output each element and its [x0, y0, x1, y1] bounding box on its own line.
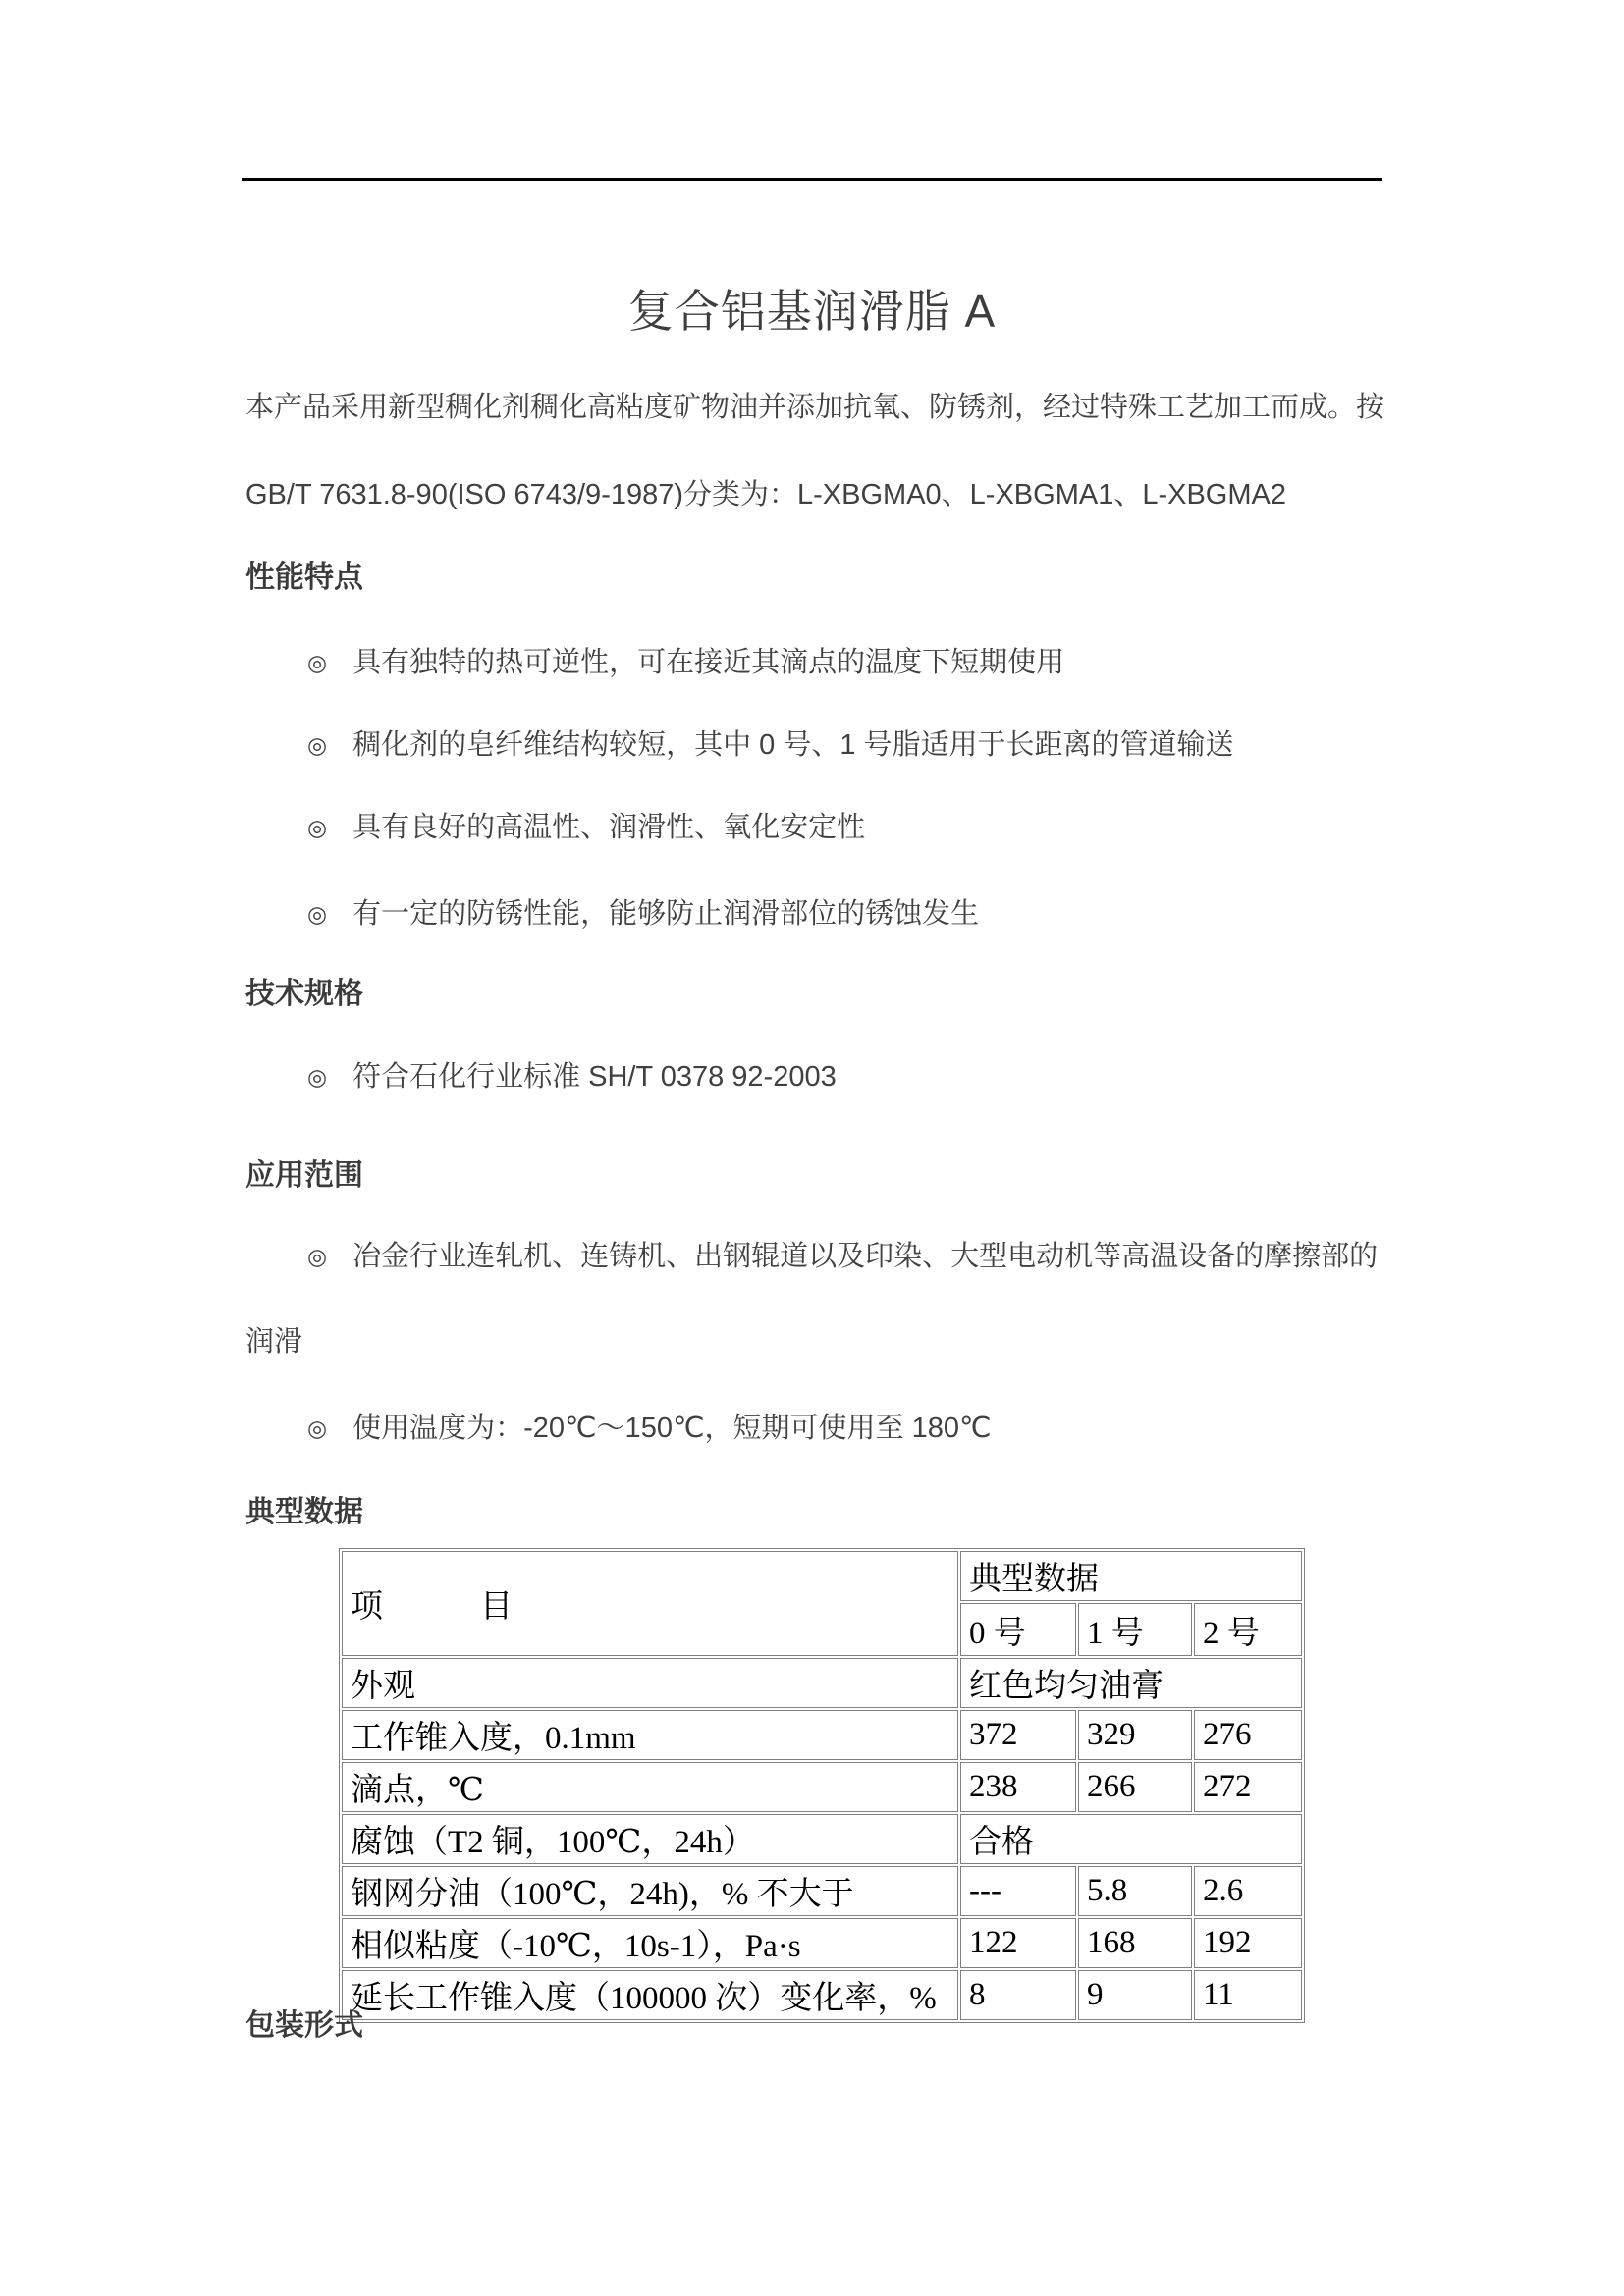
table-row: [342, 1970, 1302, 2020]
cell-value: 8: [960, 1970, 1076, 2020]
feature-bullet-1: [307, 645, 1397, 680]
cell-value: 11: [1194, 1970, 1302, 2020]
table-row: [342, 1866, 1302, 1916]
feature-bullet-3-text: 具有良好的高温性、润滑性、氧化安定性: [352, 812, 866, 843]
application-bullet-2-text: 使用温度为：-20℃～150℃，短期可使用至 180℃: [352, 1413, 992, 1444]
cell-value: 9: [1078, 1970, 1192, 2020]
bullseye-bullet-icon: ◎: [307, 732, 328, 758]
table-row: [342, 1814, 1302, 1864]
table-row: [342, 1658, 1302, 1708]
row-label-prolonged-penetration: 延长工作锥入度（100000 次）变化率，%: [342, 1970, 958, 2020]
cell-value: 2.6: [1194, 1866, 1302, 1916]
cell-value: 329: [1078, 1710, 1192, 1760]
application-bullet-1: [307, 1239, 1397, 1274]
cell-value: ---: [960, 1866, 1076, 1916]
row-label-cone-penetration: 工作锥入度，0.1mm: [342, 1710, 958, 1760]
application-bullet-1-continuation: 润滑: [245, 1326, 303, 1358]
bullseye-bullet-icon: ◎: [307, 901, 328, 927]
row-value-appearance: 红色均匀油膏: [960, 1658, 1302, 1708]
table-row: [342, 1762, 1302, 1812]
section-heading-typical-data: 典型数据: [245, 1496, 363, 1528]
top-border-rule: [242, 178, 1382, 181]
table-header-grade-0: 0 号: [960, 1603, 1076, 1656]
table-header-row-group: [342, 1551, 1302, 1601]
table-header-grade-2: 2 号: [1194, 1603, 1302, 1656]
row-label-apparent-viscosity: 相似粘度（-10℃，10s-1），Pa·s: [342, 1918, 958, 1968]
cell-value: 192: [1194, 1918, 1302, 1968]
feature-bullet-3: [307, 810, 1397, 845]
page-title: 复合铝基润滑脂 A: [627, 286, 997, 337]
row-label-oil-separation: 钢网分油（100℃，24h)，% 不大于: [342, 1866, 958, 1916]
cell-value: 372: [960, 1710, 1076, 1760]
cell-value: 276: [1194, 1710, 1302, 1760]
application-bullet-2: [307, 1411, 1397, 1446]
table-header-grade-1: 1 号: [1078, 1603, 1192, 1656]
section-heading-specs: 技术规格: [245, 978, 363, 1010]
bullseye-bullet-icon: ◎: [307, 650, 328, 675]
spec-bullet-1-text: 符合石化行业标准 SH/T 0378 92-2003: [352, 1061, 837, 1093]
section-heading-applications: 应用范围: [245, 1159, 363, 1192]
table-row: [342, 1710, 1302, 1760]
application-bullet-1-text: 冶金行业连轧机、连铸机、出钢辊道以及印染、大型电动机等高温设备的摩擦部的: [352, 1241, 1379, 1272]
bullseye-bullet-icon: ◎: [307, 1064, 328, 1090]
table-header-item: 项 目: [342, 1551, 958, 1656]
bullseye-bullet-icon: ◎: [307, 1244, 328, 1269]
cell-value: 5.8: [1078, 1866, 1192, 1916]
bullseye-bullet-icon: ◎: [307, 1415, 328, 1441]
intro-paragraph-line-2: GB/T 7631.8-90(ISO 6743/9-1987)分类为：L-XBGMA0、L-XBGMA1、L-XBGMA2: [245, 479, 1286, 510]
table-row: [342, 1918, 1302, 1968]
cell-value: 266: [1078, 1762, 1192, 1812]
cell-value: 238: [960, 1762, 1076, 1812]
feature-bullet-2-text: 稠化剂的皂纤维结构较短，其中 0 号、1 号脂适用于长距离的管道输送: [352, 729, 1234, 761]
section-heading-features: 性能特点: [245, 561, 363, 594]
feature-bullet-4: [307, 896, 1397, 932]
intro-paragraph-line-1: 本产品采用新型稠化剂稠化高粘度矿物油并添加抗氧、防锈剂，经过特殊工艺加工而成。按: [245, 392, 1385, 423]
row-label-dropping-point: 滴点，℃: [342, 1762, 958, 1812]
feature-bullet-1-text: 具有独特的热可逆性，可在接近其滴点的温度下短期使用: [352, 647, 1065, 678]
bullseye-bullet-icon: ◎: [307, 815, 328, 840]
row-label-appearance: 外观: [342, 1658, 958, 1708]
feature-bullet-2: [307, 727, 1397, 763]
row-label-corrosion: 腐蚀（T2 铜，100℃，24h）: [342, 1814, 958, 1864]
feature-bullet-4-text: 有一定的防锈性能，能够防止润滑部位的锈蚀发生: [352, 898, 980, 930]
row-value-corrosion: 合格: [960, 1814, 1302, 1864]
spec-bullet-1: [307, 1059, 1397, 1095]
table-header-group: 典型数据: [960, 1551, 1302, 1601]
cell-value: 168: [1078, 1918, 1192, 1968]
section-heading-packaging: 包装形式: [245, 2009, 363, 2042]
cell-value: 122: [960, 1918, 1076, 1968]
cell-value: 272: [1194, 1762, 1302, 1812]
typical-data-table: [339, 1548, 1305, 2023]
